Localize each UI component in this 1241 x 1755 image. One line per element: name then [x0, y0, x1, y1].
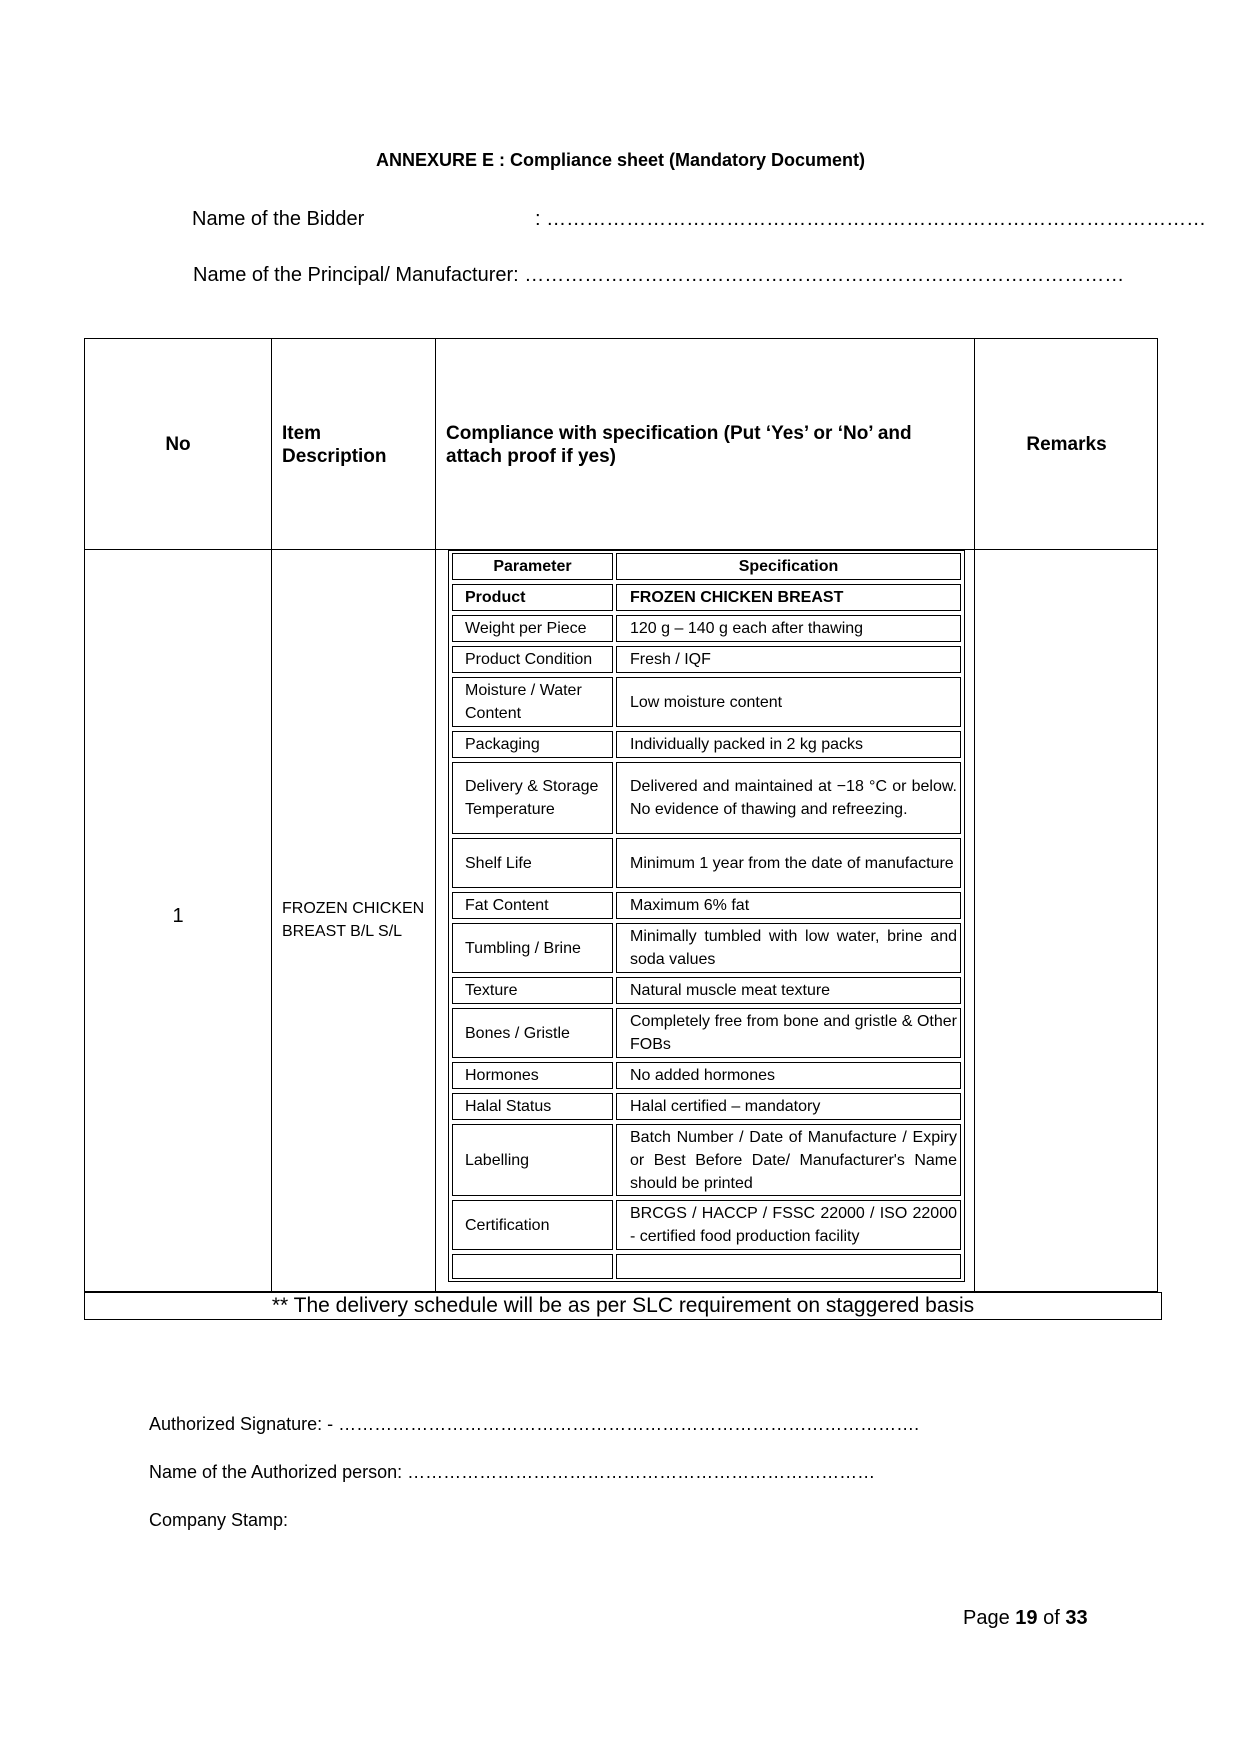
bidder-name-label: Name of the Bidder	[192, 208, 365, 230]
spec-parameter: Certification	[452, 1200, 613, 1250]
spec-parameter: Bones / Gristle	[452, 1008, 613, 1058]
column-divider	[435, 339, 436, 1291]
company-stamp-label: Company Stamp:	[149, 1510, 289, 1530]
spec-parameter: Texture	[452, 977, 613, 1004]
spec-header-row	[449, 551, 964, 582]
spec-header-parameter: Parameter	[452, 553, 613, 580]
spec-parameter: Moisture / Water Content	[452, 677, 613, 727]
header-compliance: Compliance with specification (Put ‘Yes’ or ‘No’ and attach proof if yes)	[446, 423, 912, 467]
spec-parameter: Hormones	[452, 1062, 613, 1089]
spec-row	[449, 1060, 964, 1091]
header-remarks: Remarks	[1026, 434, 1107, 455]
authorized-person-field: Name of the Authorized person: ……………………………………………………………………	[149, 1462, 876, 1482]
spec-row	[449, 582, 964, 613]
row-remarks	[974, 550, 1159, 1291]
spec-parameter: Packaging	[452, 731, 613, 758]
specification-table	[448, 550, 965, 1282]
spec-value: Fresh / IQF	[616, 646, 961, 673]
spec-value: Batch Number / Date of Manufacture / Expiry or Best Before Date/ Manufacturer's Name should be printed	[616, 1124, 961, 1196]
spec-row-empty	[449, 1252, 964, 1281]
spec-value: Delivered and maintained at −18 °C or below. No evidence of thawing and refreezing.	[616, 762, 961, 834]
spec-row	[449, 1122, 964, 1198]
spec-value: Completely free from bone and gristle & Other FOBs	[616, 1008, 961, 1058]
spec-row	[449, 644, 964, 675]
row-number: 1	[172, 905, 184, 927]
document-title: ANNEXURE E : Compliance sheet (Mandatory Document)	[375, 150, 866, 170]
spec-row	[449, 890, 964, 921]
spec-parameter: Fat Content	[452, 892, 613, 919]
spec-value: Minimum 1 year from the date of manufacture	[616, 838, 961, 888]
header-no: No	[165, 434, 191, 455]
page-prefix: Page	[963, 1607, 1010, 1629]
spec-parameter: Delivery & Storage Temperature	[452, 762, 613, 834]
spec-parameter: Shelf Life	[452, 838, 613, 888]
spec-value: BRCGS / HACCP / FSSC 22000 / ISO 22000 - certified food production facility	[616, 1200, 961, 1250]
spec-parameter: Product Condition	[452, 646, 613, 673]
spec-row	[449, 760, 964, 836]
spec-row	[449, 975, 964, 1006]
spec-value	[616, 1254, 961, 1279]
spec-parameter: Halal Status	[452, 1093, 613, 1120]
spec-row	[449, 1091, 964, 1122]
page-of: of	[1043, 1607, 1060, 1629]
spec-row	[449, 729, 964, 760]
page-total: 33	[1065, 1607, 1088, 1629]
row-item-description: FROZEN CHICKEN BREAST B/L S/L	[282, 900, 425, 940]
page-number	[963, 1607, 1088, 1630]
spec-parameter	[452, 1254, 613, 1279]
spec-parameter: Weight per Piece	[452, 615, 613, 642]
compliance-table	[84, 338, 1158, 1292]
spec-row	[449, 836, 964, 890]
spec-row	[449, 1006, 964, 1060]
spec-value: Maximum 6% fat	[616, 892, 961, 919]
spec-value: FROZEN CHICKEN BREAST	[616, 584, 961, 611]
spec-parameter: Labelling	[452, 1124, 613, 1196]
authorized-signature-field: Authorized Signature: - …………………………………………………………………………………….	[149, 1414, 920, 1434]
spec-value: 120 g – 140 g each after thawing	[616, 615, 961, 642]
spec-row	[449, 1198, 964, 1252]
header-item-description: Item Description	[282, 423, 387, 467]
spec-value: Individually packed in 2 kg packs	[616, 731, 961, 758]
spec-value: Low moisture content	[616, 677, 961, 727]
spec-value: Halal certified – mandatory	[616, 1093, 961, 1120]
column-divider	[271, 339, 272, 1291]
page-current: 19	[1015, 1607, 1038, 1629]
spec-value: No added hormones	[616, 1062, 961, 1089]
delivery-schedule-note: ** The delivery schedule will be as per SLC requirement on staggered basis	[84, 1292, 1162, 1320]
spec-value: Natural muscle meat texture	[616, 977, 961, 1004]
spec-row	[449, 921, 964, 975]
spec-parameter: Tumbling / Brine	[452, 923, 613, 973]
spec-row	[449, 613, 964, 644]
spec-header-specification: Specification	[616, 553, 961, 580]
principal-manufacturer-field: Name of the Principal/ Manufacturer: ………………………………………………………………………………	[193, 264, 1125, 286]
spec-value: Minimally tumbled with low water, brine and soda values	[616, 923, 961, 973]
bidder-name-field: : ………………………………………………………………………………………	[535, 208, 1207, 230]
spec-row	[449, 675, 964, 729]
spec-parameter: Product	[452, 584, 613, 611]
